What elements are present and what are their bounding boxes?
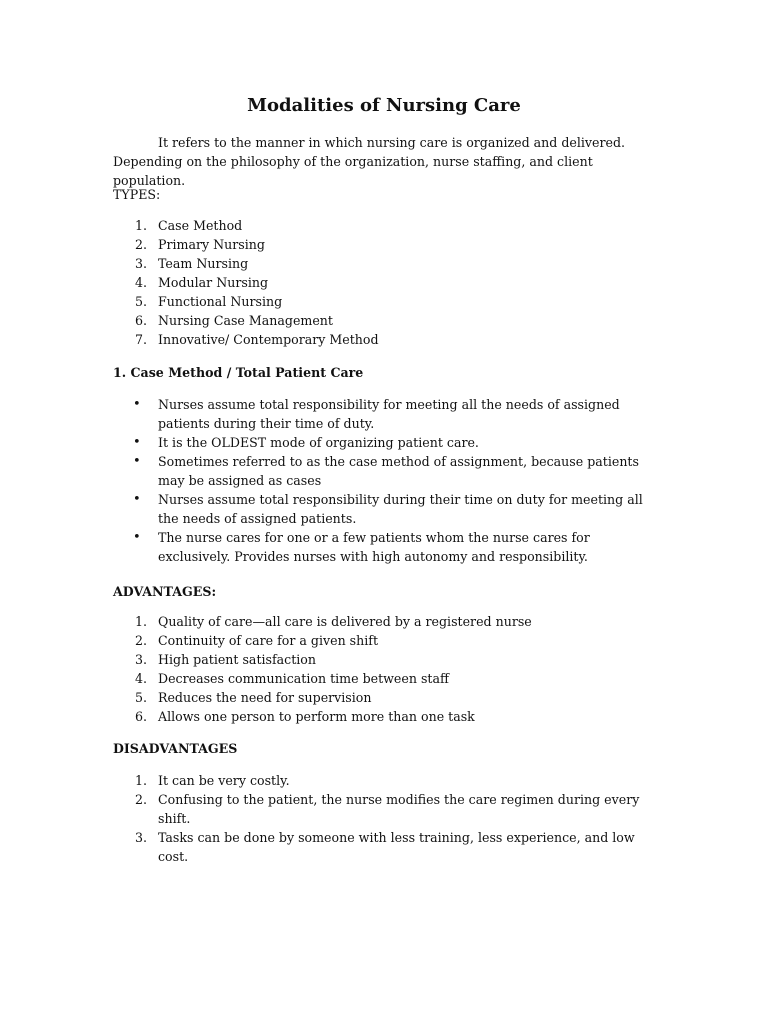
bullet-text: Sometimes referred to as the case method of assignment, because patients may be assigned as cases <box>158 454 639 488</box>
list-item-text: Reduces the need for supervision <box>158 690 372 705</box>
disadvantages-label: DISADVANTAGES <box>113 741 238 756</box>
list-item <box>113 790 653 828</box>
document-title: Modalities of Nursing Care <box>247 95 521 116</box>
bullet-item <box>113 433 653 452</box>
bullet-text: Nurses assume total responsibility for meeting all the needs of assigned patients during their time of duty. <box>158 397 620 431</box>
list-item <box>113 650 653 669</box>
list-item-text: Functional Nursing <box>158 294 283 309</box>
list-number: 1. <box>135 614 148 629</box>
list-number: 5. <box>135 294 148 309</box>
list-number: 6. <box>135 709 148 724</box>
list-number: 2. <box>135 237 148 252</box>
bullet-item <box>113 528 653 566</box>
list-item <box>113 216 653 235</box>
list-number: 2. <box>135 633 148 648</box>
list-item <box>113 311 653 330</box>
list-item-text: Case Method <box>158 218 243 233</box>
list-item <box>113 669 653 688</box>
bullet-item <box>113 452 653 490</box>
list-item <box>113 612 653 631</box>
list-item-text: High patient satisfaction <box>158 652 316 667</box>
bullet-icon: • <box>133 492 141 507</box>
bullet-icon: • <box>133 454 141 469</box>
bullet-item <box>113 395 653 433</box>
list-item-text: Innovative/ Contemporary Method <box>158 332 379 347</box>
list-number: 2. <box>135 792 148 807</box>
types-label: TYPES: <box>113 187 161 202</box>
list-item <box>113 771 653 790</box>
list-item <box>113 688 653 707</box>
list-item <box>113 292 653 311</box>
list-number: 7. <box>135 332 148 347</box>
list-number: 3. <box>135 256 148 271</box>
disadvantages-list <box>113 771 653 866</box>
intro-paragraph: It refers to the manner in which nursing care is organized and delivered. Depending on the philosophy of the organization, nurse staffing, and client population. <box>113 135 626 188</box>
list-number: 4. <box>135 275 148 290</box>
advantages-list <box>113 612 653 726</box>
bullet-text: It is the OLDEST mode of organizing patient care. <box>158 435 479 450</box>
bullet-icon: • <box>133 530 141 545</box>
bullet-item <box>113 490 653 528</box>
list-item <box>113 631 653 650</box>
list-item-text: It can be very costly. <box>158 773 290 788</box>
list-item <box>113 235 653 254</box>
list-item <box>113 707 653 726</box>
types-list <box>113 216 653 349</box>
list-number: 3. <box>135 830 148 845</box>
list-item <box>113 273 653 292</box>
bullet-text: The nurse cares for one or a few patients whom the nurse cares for exclusively. Provides nurses with high autonomy and responsibility. <box>158 530 590 564</box>
list-number: 4. <box>135 671 148 686</box>
list-item-text: Continuity of care for a given shift <box>158 633 379 648</box>
list-item-text: Allows one person to perform more than one task <box>158 709 475 724</box>
list-item-text: Team Nursing <box>158 256 249 271</box>
section-heading: 1. Case Method / Total Patient Care <box>113 365 364 380</box>
list-item <box>113 254 653 273</box>
list-item-text: Decreases communication time between staff <box>158 671 449 686</box>
bullet-text: Nurses assume total responsibility during their time on duty for meeting all the needs of assigned patients. <box>158 492 643 526</box>
list-item-text: Quality of care—all care is delivered by a registered nurse <box>158 614 532 629</box>
list-number: 6. <box>135 313 148 328</box>
bullet-icon: • <box>133 397 141 412</box>
list-item-text: Nursing Case Management <box>158 313 333 328</box>
list-number: 1. <box>135 218 148 233</box>
list-item-text: Modular Nursing <box>158 275 269 290</box>
list-item-text: Tasks can be done by someone with less training, less experience, and low cost. <box>158 830 635 864</box>
list-number: 1. <box>135 773 148 788</box>
advantages-label: ADVANTAGES: <box>113 584 217 599</box>
list-item-text: Confusing to the patient, the nurse modifies the care regimen during every shift. <box>158 792 640 826</box>
bullet-icon: • <box>133 435 141 450</box>
list-number: 5. <box>135 690 148 705</box>
list-number: 3. <box>135 652 148 667</box>
case-method-bullets <box>113 395 653 566</box>
list-item <box>113 330 653 349</box>
list-item-text: Primary Nursing <box>158 237 265 252</box>
list-item <box>113 828 653 866</box>
